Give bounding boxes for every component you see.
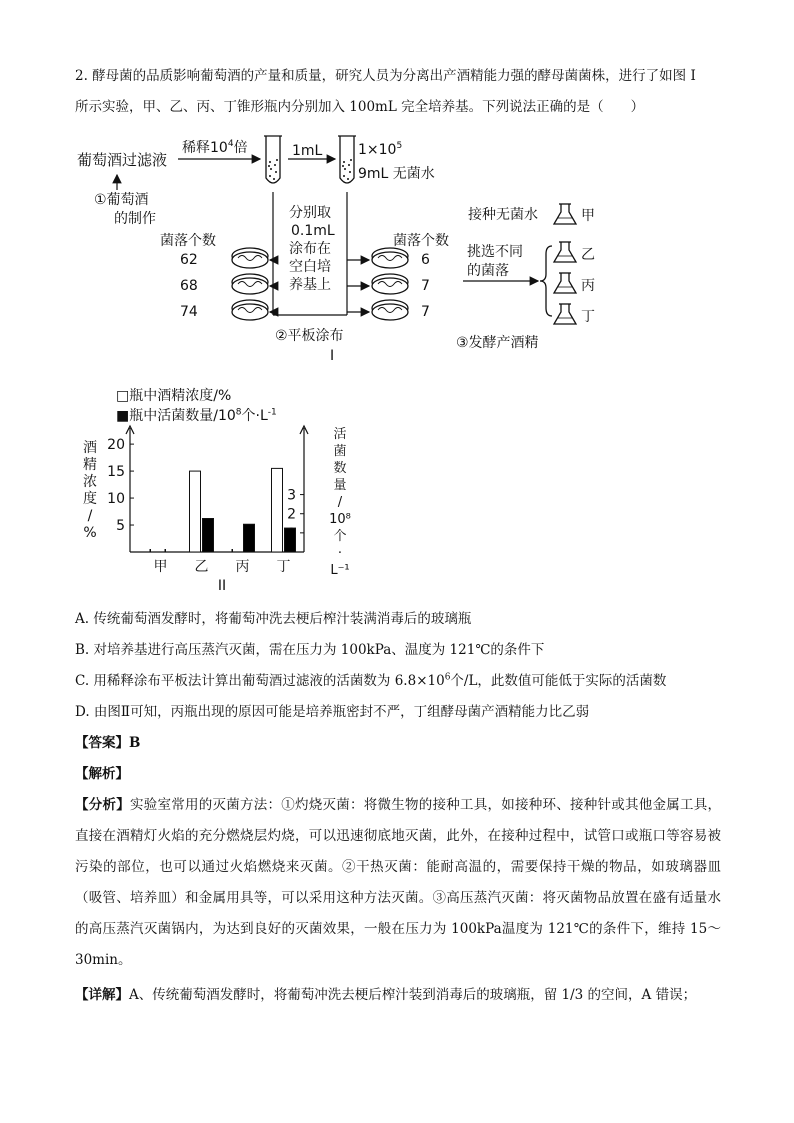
bar-alcohol (232, 549, 234, 552)
legend-alcohol: □瓶中酒精浓度/% (116, 388, 232, 404)
bar-alcohol (150, 549, 152, 552)
bar-cells (285, 528, 296, 552)
right-axis-label-char: 数 (333, 461, 347, 476)
step2-label: ②平板涂布 (275, 328, 344, 344)
step1-label-a: ①葡萄酒 (94, 192, 149, 208)
bar-cells (203, 519, 214, 552)
left-axis-label-char: % (83, 525, 97, 541)
right-count-1: 6 (421, 252, 430, 268)
bar-cells (244, 524, 255, 552)
right-axis-label-char: 菌 (333, 444, 347, 459)
test-tube-2 (338, 136, 356, 183)
tube2-label-b: 9mL 无菌水 (358, 166, 435, 182)
flask-jia-label: 甲 (581, 208, 595, 224)
left-tick-label: 10 (107, 491, 125, 508)
left-axis-label-char: 精 (83, 457, 97, 473)
colony-label-right: 菌落个数 (393, 233, 449, 249)
x-tick-label: 丙 (235, 559, 250, 575)
question-line-2: 所示实验，甲、乙、丙、丁锥形瓶内分别加入 100mL 完全培养基。下列说法正确的是（ ） (75, 99, 645, 115)
right-axis-label-char: / (337, 495, 343, 510)
pick-label-b: 的菌落 (467, 263, 509, 279)
petri-dish-left-3 (232, 300, 268, 320)
bar-alcohol (190, 471, 201, 552)
flask-yi-label: 乙 (581, 247, 595, 263)
take-line-5: 养基上 (289, 277, 331, 293)
flask-bing-label: 丙 (581, 278, 595, 294)
option-a: A. 传统葡萄酒发酵时，将葡萄冲洗去梗后榨汁装满消毒后的玻璃瓶 (75, 611, 472, 627)
left-axis-label-char: 度 (83, 491, 97, 507)
left-tick-label: 5 (116, 518, 125, 535)
figure-2-chart (78, 424, 368, 604)
test-tube-1 (264, 136, 282, 183)
x-tick-label: 甲 (153, 559, 168, 575)
bar-alcohol (272, 468, 283, 552)
petri-dish-right-3 (372, 300, 408, 320)
take-line-2: 0.1mL (291, 223, 335, 239)
petri-dish-left-1 (232, 248, 268, 268)
filtrate-label: 葡萄酒过滤液 (77, 151, 168, 169)
figure-1-label: I (330, 348, 335, 364)
step1-label-b: 的制作 (114, 211, 156, 227)
take-line-3: 涂布在 (289, 241, 331, 257)
brace (540, 246, 552, 316)
pick-label-a: 挑选不同 (467, 244, 523, 260)
left-axis-label-char: 浓 (83, 474, 97, 490)
option-c: C. 用稀释涂布平板法计算出葡萄酒过滤液的活菌数为 $6.8\times 10^6$个/L，此数值可能低于实际的活菌数 (75, 672, 667, 689)
flask-bing (554, 273, 576, 293)
detail-line: 【详解】A、传统葡萄酒发酵时，将葡萄冲洗去梗后榨汁装到消毒后的玻璃瓶，留 1/3 的空间，A 错误； (75, 987, 697, 1003)
right-count-2: 7 (421, 278, 430, 294)
flask-ding (554, 304, 576, 324)
left-tick-label: 20 (107, 437, 125, 454)
petri-dish-right-1 (372, 248, 408, 268)
step3-label: ③发酵产酒精 (456, 335, 539, 351)
bar-cells (165, 549, 167, 552)
right-axis-label-char: L⁻¹ (330, 563, 350, 578)
flask-jia (554, 204, 576, 224)
chart-title: II (217, 578, 227, 594)
petri-dish-right-2 (372, 274, 408, 294)
dilute-label: 稀释$10^4$倍 (182, 139, 248, 156)
right-axis-label-char: 10⁸ (329, 512, 351, 527)
left-axis-label-char: / (87, 508, 93, 524)
flask-yi (554, 242, 576, 262)
option-b: B. 对培养基进行高压蒸汽灭菌，需在压力为 100kPa、温度为 121℃的条件下 (75, 642, 545, 658)
analysis-label: 【解析】 (75, 766, 129, 782)
right-count-3: 7 (421, 304, 430, 320)
right-axis-label-char: · (337, 546, 343, 561)
right-axis-label-char: 个 (333, 529, 347, 544)
figure-1-diagram (60, 128, 700, 368)
petri-dish-left-2 (232, 274, 268, 294)
flask-ding-label: 丁 (581, 309, 595, 325)
option-d: D. 由图Ⅱ可知，丙瓶出现的原因可能是培养瓶密封不严，丁组酵母菌产酒精能力比乙弱 (75, 704, 590, 720)
left-count-3: 74 (180, 304, 198, 320)
x-tick-label: 丁 (276, 559, 291, 575)
left-count-1: 62 (180, 252, 198, 268)
answer-line: 【答案】B (75, 735, 141, 751)
analysis-paragraph: 【分析】实验室常用的灭菌方法：①灼烧灭菌：将微生物的接种工具，如接种环、接种针或其他金属工具，直接在酒精灯火焰的充分燃烧层灼烧，可以迅速彻底地灭菌，此外，在接种过程中，试管口或瓶口等容易被污染的部位，也可以通过火焰燃烧来灭菌。②干热灭菌：能耐高温的，需要保持干燥的物品，如玻璃器皿（吸管、培养皿）和金属用具等，可以采用这种方法灭菌。③高压蒸汽灭菌：将灭菌物品放置在盛有适量水的高压蒸汽灭菌锅内，为达到良好的灭菌效果，一般在压力为 100kPa温度为 121℃的条件下，维持 15～30min。 (75, 797, 721, 968)
take-line-1: 分别取 (289, 205, 331, 221)
inoculate-label: 接种无菌水 (468, 207, 538, 223)
colony-label-left: 菌落个数 (160, 233, 216, 249)
right-tick-label: 3 (287, 487, 296, 504)
question-line-1: 2. 酵母菌的品质影响葡萄酒的产量和质量，研究人员为分离出产酒精能力强的酵母菌菌株，进行了如图 I (75, 68, 696, 84)
take-line-4: 空白培 (289, 259, 331, 275)
right-tick-label: 2 (287, 506, 296, 523)
left-axis-label-char: 酒 (83, 440, 97, 456)
x-tick-label: 乙 (194, 559, 209, 575)
left-count-2: 68 (180, 278, 198, 294)
right-axis-label-char: 活 (333, 427, 347, 442)
left-tick-label: 15 (107, 464, 125, 481)
tube2-label-a: $1\times 10^5$ (358, 141, 403, 158)
one-ml-label: 1mL (292, 143, 323, 159)
right-axis-label-char: 量 (333, 478, 347, 493)
legend-cells: ■瓶中活菌数量$/10^8$个$\cdot L^{-1}$ (116, 407, 277, 424)
